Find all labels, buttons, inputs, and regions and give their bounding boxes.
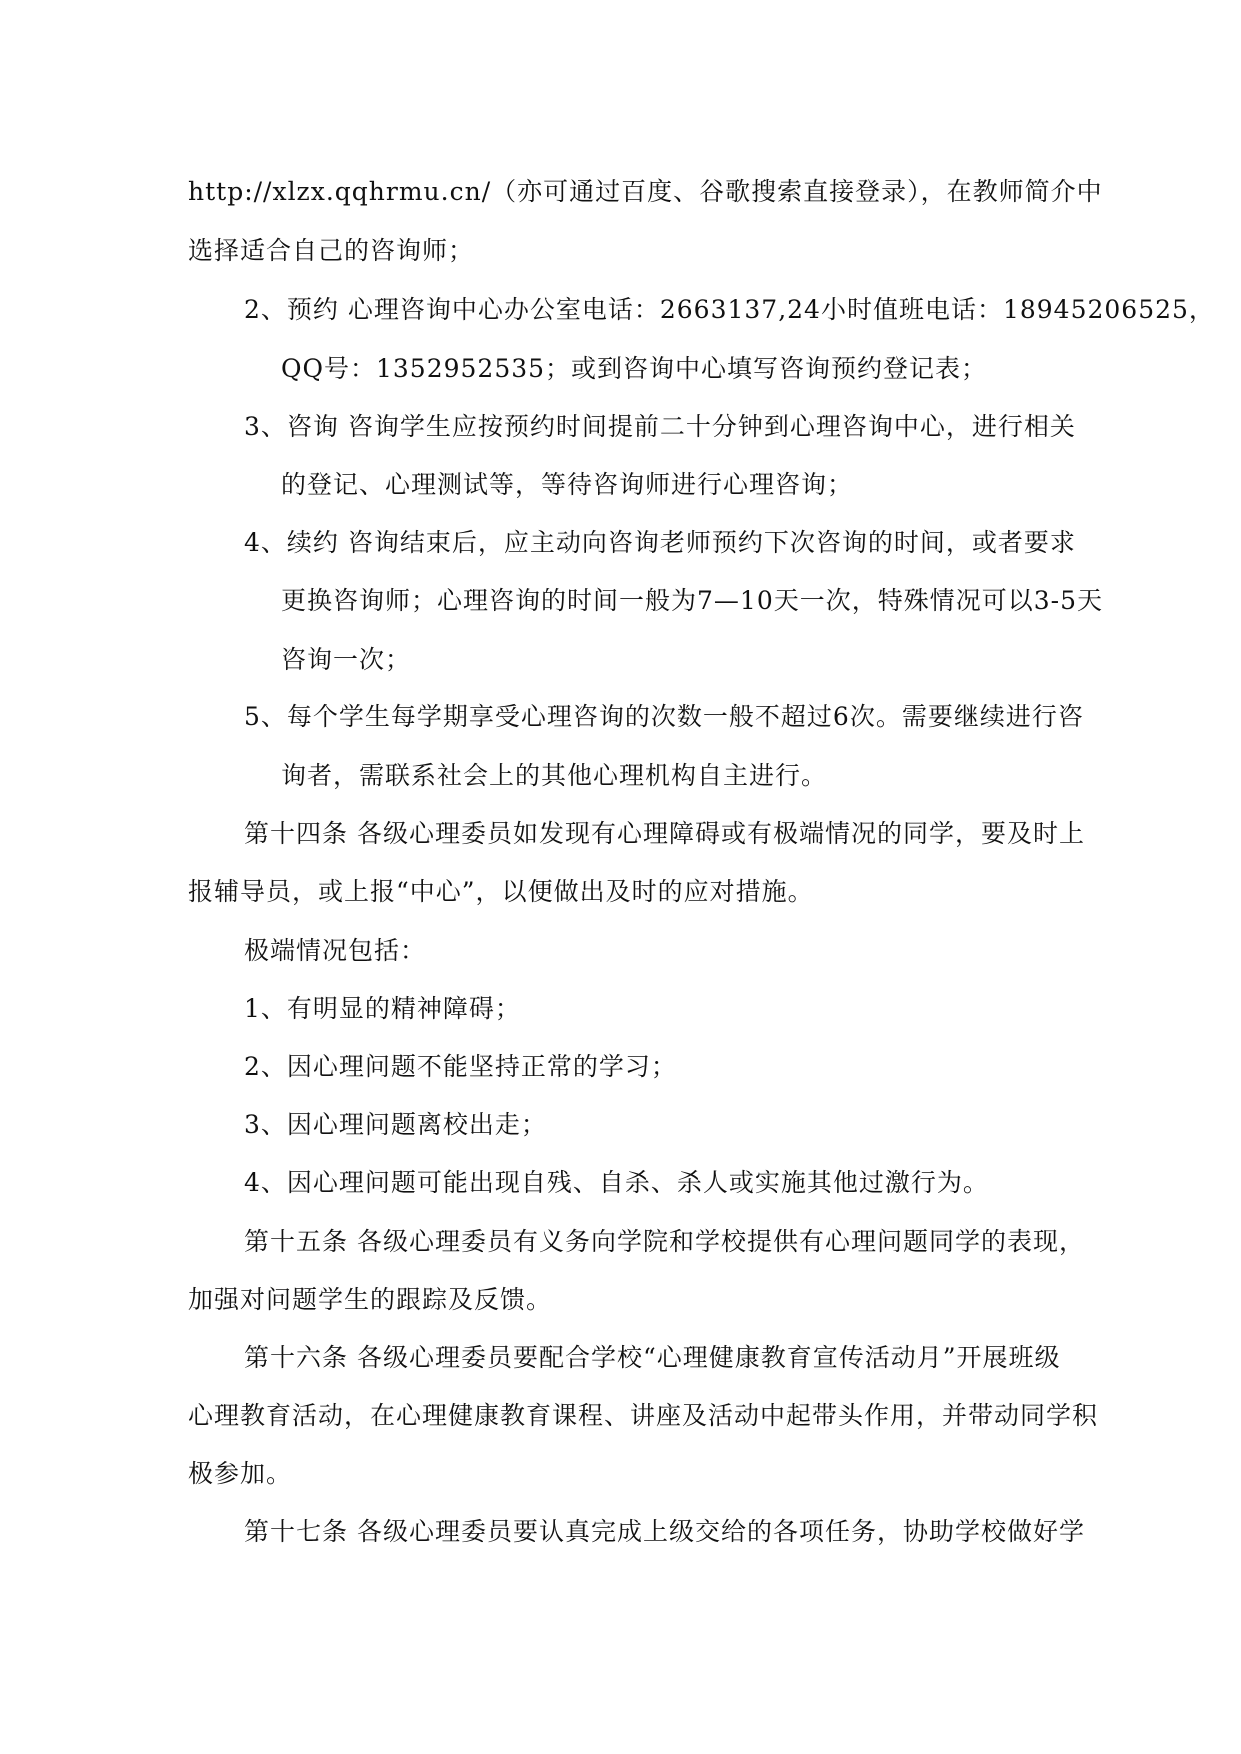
text-line: 选择适合自己的咨询师；	[188, 236, 475, 265]
text-line: 更换咨询师；心理咨询的时间一般为7—10天一次，特殊情况可以3-5天	[281, 586, 1103, 615]
text-line: 报辅导员，或上报“中心”，以便做出及时的应对措施。	[188, 877, 814, 906]
text-line: 1、有明显的精神障碍；	[244, 994, 521, 1023]
text-line: 第十五条 各级心理委员有义务向学院和学校提供有心理问题同学的表现，	[244, 1227, 1085, 1256]
text-line: 第十六条 各级心理委员要配合学校“心理健康教育宣传活动月”开展班级	[244, 1343, 1061, 1372]
text-line: 心理教育活动，在心理健康教育课程、讲座及活动中起带头作用，并带动同学积	[188, 1401, 1099, 1430]
text-line: 询者，需联系社会上的其他心理机构自主进行。	[281, 761, 828, 790]
text-line: 极端情况包括：	[244, 936, 427, 965]
text-line: 第十四条 各级心理委员如发现有心理障碍或有极端情况的同学，要及时上	[244, 819, 1085, 848]
text-line: 3、因心理问题离校出走；	[244, 1110, 547, 1139]
text-line: 2、因心理问题不能坚持正常的学习；	[244, 1052, 677, 1081]
text-line: 2、预约 心理咨询中心办公室电话：2663137,24小时值班电话：18945206525，	[244, 295, 1215, 324]
text-line: 加强对问题学生的跟踪及反馈。	[188, 1285, 553, 1314]
text-line: 的登记、心理测试等，等待咨询师进行心理咨询；	[281, 470, 854, 499]
text-line: 3、咨询 咨询学生应按预约时间提前二十分钟到心理咨询中心，进行相关	[244, 412, 1076, 441]
text-line: 极参加。	[188, 1459, 293, 1488]
text-line: 4、续约 咨询结束后，应主动向咨询老师预约下次咨询的时间，或者要求	[244, 528, 1076, 557]
text-line: 5、每个学生每学期享受心理咨询的次数一般不超过6次。需要继续进行咨	[244, 702, 1084, 731]
text-line: 第十七条 各级心理委员要认真完成上级交给的各项任务，协助学校做好学	[244, 1517, 1085, 1546]
text-line: 咨询一次；	[281, 645, 412, 674]
text-line: 4、因心理问题可能出现自残、自杀、杀人或实施其他过激行为。	[244, 1168, 989, 1197]
text-line: http://xlzx.qqhrmu.cn/（亦可通过百度、谷歌搜索直接登录），在教师简介中	[188, 177, 1103, 206]
text-line: QQ号：1352952535；或到咨询中心填写咨询预约登记表；	[281, 354, 988, 383]
